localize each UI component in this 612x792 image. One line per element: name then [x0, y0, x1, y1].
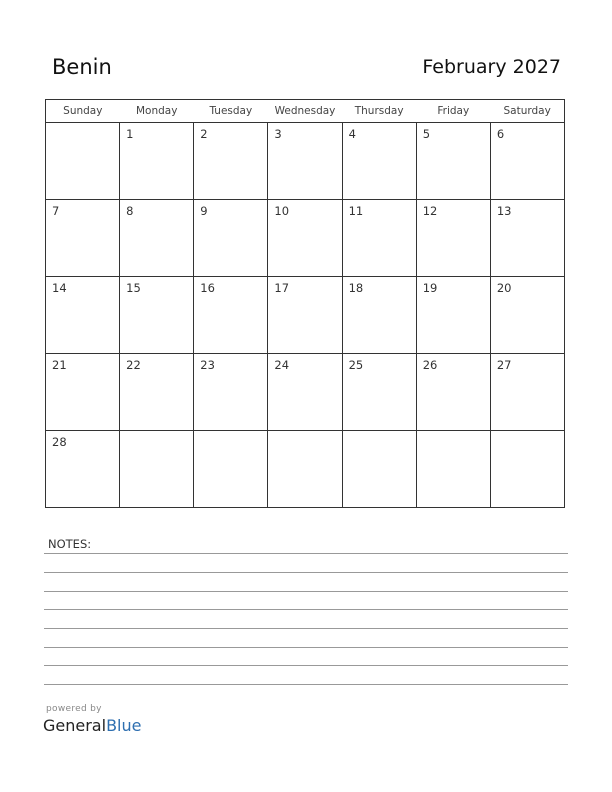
week-row [46, 354, 565, 431]
day-cell [268, 354, 342, 431]
day-number: 28 [52, 435, 67, 449]
weekday-friday: Friday [416, 100, 490, 123]
day-cell [46, 431, 120, 508]
day-number: 8 [126, 204, 134, 218]
notes-line [44, 684, 568, 685]
day-cell [194, 277, 268, 354]
weekday-wednesday: Wednesday [268, 100, 342, 123]
day-number: 5 [422, 127, 431, 141]
day-number: 22 [126, 358, 141, 372]
day-number: 1 [126, 127, 134, 141]
notes-line [44, 609, 568, 610]
day-cell [342, 431, 416, 508]
day-number: 7 [52, 204, 60, 218]
week-row [46, 200, 565, 277]
day-cell [120, 431, 194, 508]
day-number: 24 [274, 358, 290, 372]
weekday-thursday: Thursday [342, 100, 416, 123]
notes-line [44, 553, 568, 554]
day-number: 17 [274, 281, 290, 295]
day-cell [46, 200, 120, 277]
day-number: 11 [348, 204, 364, 218]
day-cell [46, 354, 120, 431]
day-number: 15 [126, 281, 141, 295]
day-number [120, 431, 193, 435]
day-cell [416, 431, 490, 508]
day-number [46, 123, 119, 127]
notes-line [44, 572, 568, 573]
weekday-tuesday: Tuesday [194, 100, 268, 123]
notes-label: NOTES: [48, 537, 92, 551]
day-cell [490, 431, 564, 508]
weekday-monday: Monday [120, 100, 194, 123]
weekday-saturday: Saturday [490, 100, 564, 123]
day-number: 27 [496, 358, 512, 372]
notes-line [44, 647, 568, 648]
day-cell [194, 123, 268, 200]
day-number: 12 [422, 204, 438, 218]
notes-line [44, 591, 568, 592]
day-cell [268, 431, 342, 508]
day-cell [120, 123, 194, 200]
day-cell [46, 277, 120, 354]
day-number: 20 [496, 281, 512, 295]
day-cell [416, 123, 490, 200]
brand-blue-text: Blue [106, 716, 142, 735]
day-number [491, 431, 564, 435]
calendar-grid [45, 99, 565, 508]
day-cell [268, 200, 342, 277]
day-cell [490, 123, 564, 200]
day-number: 25 [348, 358, 364, 372]
day-number: 23 [200, 358, 215, 372]
week-row [46, 277, 565, 354]
day-number: 19 [422, 281, 438, 295]
day-cell [342, 200, 416, 277]
weekday-header-row [46, 100, 565, 123]
day-number: 10 [274, 204, 290, 218]
day-number: 21 [52, 358, 67, 372]
day-cell [342, 354, 416, 431]
day-cell [268, 277, 342, 354]
day-number [194, 431, 267, 435]
day-cell [416, 277, 490, 354]
brand-general-text: General [43, 716, 107, 735]
day-cell [416, 200, 490, 277]
day-cell [490, 200, 564, 277]
day-number [343, 431, 416, 435]
notes-line [44, 665, 568, 666]
day-number: 9 [200, 204, 208, 218]
day-number: 6 [496, 127, 505, 141]
day-number: 26 [422, 358, 438, 372]
day-number: 3 [274, 127, 282, 141]
day-cell [194, 431, 268, 508]
day-number: 14 [52, 281, 67, 295]
day-number: 13 [496, 204, 512, 218]
day-cell [416, 354, 490, 431]
day-cell [194, 354, 268, 431]
country-title: Benin [52, 55, 112, 79]
week-row [46, 431, 565, 508]
day-cell [342, 123, 416, 200]
weekday-sunday: Sunday [46, 100, 120, 123]
day-cell [194, 200, 268, 277]
day-cell [120, 200, 194, 277]
day-number: 16 [200, 281, 215, 295]
day-cell [120, 354, 194, 431]
day-cell [120, 277, 194, 354]
day-number [417, 431, 490, 435]
day-cell [490, 354, 564, 431]
day-number [268, 431, 341, 435]
month-title: February 2027 [422, 56, 561, 78]
day-number: 4 [348, 127, 356, 141]
powered-by-text: powered by [46, 704, 102, 714]
week-row [46, 123, 565, 200]
day-cell [342, 277, 416, 354]
generalblue-logo [43, 716, 141, 735]
day-number: 18 [348, 281, 364, 295]
day-cell [490, 277, 564, 354]
day-cell [268, 123, 342, 200]
day-cell [46, 123, 120, 200]
notes-line [44, 628, 568, 629]
day-number: 2 [200, 127, 208, 141]
